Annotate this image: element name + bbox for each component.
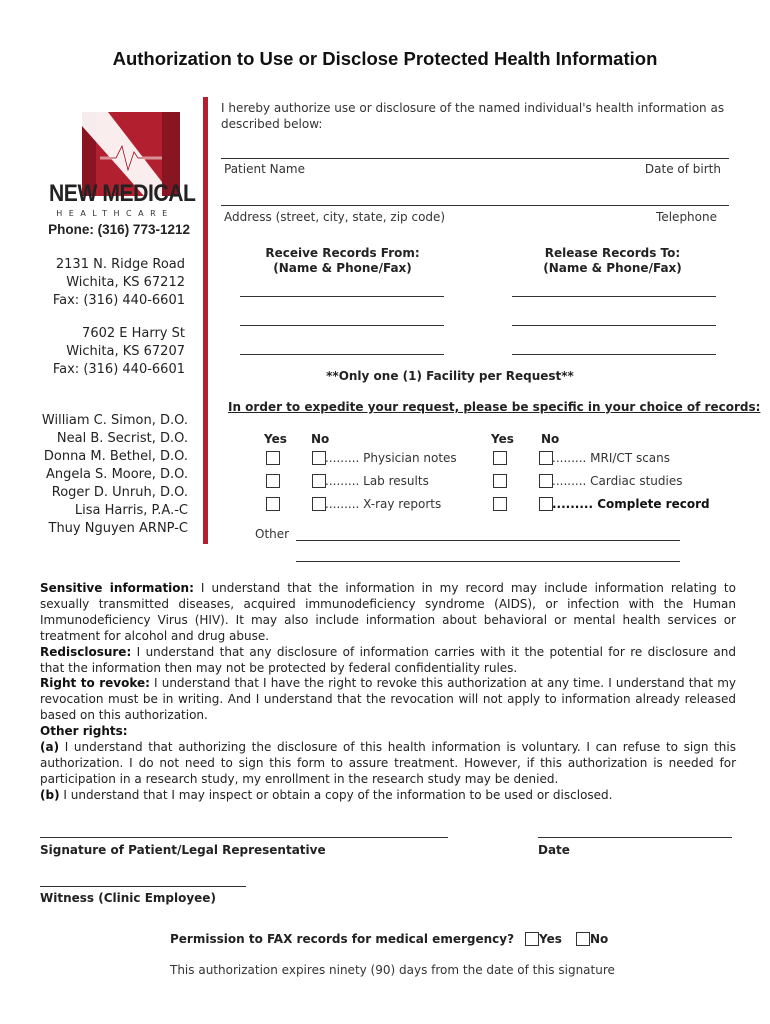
right-b-heading: (b) — [40, 787, 60, 802]
release-to-field[interactable] — [512, 325, 716, 326]
yes-header-right: Yes — [491, 432, 514, 446]
divider-bar — [203, 97, 208, 544]
redisclosure-text: I understand that any disclosure of information carries with it the potential for re disclosure and that the information then may not be protected by federal confidentiality rules. — [40, 644, 736, 675]
other-field-2[interactable] — [296, 561, 680, 562]
redisclosure-heading: Redisclosure: — [40, 644, 132, 659]
right-a-heading: (a) — [40, 740, 60, 755]
telephone-label: Telephone — [656, 210, 717, 224]
one-facility-note: **Only one (1) Facility per Request** — [326, 369, 574, 383]
staff-member: Donna M. Bethel, D.O. — [43, 449, 188, 464]
address-line: Fax: (316) 440-6601 — [52, 362, 185, 377]
sensitive-paragraph — [40, 581, 736, 645]
staff-member: Roger D. Unruh, D.O. — [51, 485, 188, 500]
patient-name-field[interactable] — [221, 158, 729, 159]
complete-record-no-checkbox[interactable] — [539, 497, 553, 511]
fax-permission-question: Permission to FAX records for medical emergency? — [170, 932, 515, 946]
release-to-title: Release Records To: — [544, 246, 681, 260]
right-b-text: I understand that I may inspect or obtain a copy of the information to be used or disclosed. — [59, 787, 613, 802]
yes-header-left: Yes — [264, 432, 287, 446]
signature-label: Signature of Patient/Legal Representative — [40, 843, 326, 857]
clinic-address-2 — [40, 325, 185, 379]
receive-from-field[interactable] — [240, 296, 444, 297]
clinic-logo-text — [40, 180, 196, 218]
address-line: Wichita, KS 67212 — [66, 275, 185, 290]
form-title: Authorization to Use or Disclose Protected Health Information — [112, 48, 658, 69]
expiry-note: This authorization expires ninety (90) days from the date of this signature — [170, 963, 615, 977]
sensitive-text: I understand that the information in my record may include information relating to sexually transmitted diseases, acquired immunodeficiency syndrome (AIDS), or infection with the Human Immunodeficiency Virus (HIV). It may also include information about behavioral or mental health services or treatment for alcohol and drug abuse. — [40, 581, 736, 643]
fax-no-label: No — [590, 932, 609, 946]
witness-label: Witness (Clinic Employee) — [40, 891, 216, 905]
staff-member: Angela S. Moore, D.O. — [45, 467, 188, 482]
cardiac-studies-yes-checkbox[interactable] — [493, 474, 507, 488]
release-to-subtitle: (Name & Phone/Fax) — [543, 261, 682, 275]
revoke-paragraph — [40, 676, 736, 724]
staff-member: Neal B. Secrist, D.O. — [56, 431, 188, 446]
other-rights-heading: Other rights: — [40, 724, 128, 739]
xray-reports-label: ......... X-ray reports — [325, 497, 442, 511]
address-line: Wichita, KS 67207 — [66, 344, 185, 359]
physician-notes-label: ......... Physician notes — [325, 451, 457, 465]
fax-yes-label: Yes — [539, 932, 562, 946]
fax-yes-checkbox[interactable] — [525, 932, 539, 946]
clinic-name: NEW MEDICAL — [49, 180, 196, 207]
cardiac-studies-label: ......... Cardiac studies — [552, 474, 683, 488]
address-line: Fax: (316) 440-6601 — [52, 293, 185, 308]
release-to-field[interactable] — [512, 354, 716, 355]
mri-ct-yes-checkbox[interactable] — [493, 451, 507, 465]
xray-reports-yes-checkbox[interactable] — [266, 497, 280, 511]
dob-label: Date of birth — [644, 162, 721, 176]
address-field[interactable] — [221, 205, 729, 206]
mri-ct-no-checkbox[interactable] — [539, 451, 553, 465]
staff-member: Thuy Nguyen ARNP-C — [48, 521, 188, 536]
address-line: 2131 N. Ridge Road — [55, 257, 185, 272]
cardiac-studies-no-checkbox[interactable] — [539, 474, 553, 488]
sensitive-heading: Sensitive information: — [40, 581, 194, 595]
intro-text: I hereby authorize use or disclosure of the named individual's health information as described below: — [221, 101, 725, 131]
date-label: Date — [538, 843, 570, 857]
revoke-text: I understand that I have the right to revoke this authorization at any time. I understand that my revocation must be in writing. And I understand that the revocation will not apply to information already released based on this authorization. — [40, 676, 737, 723]
clinic-subname: HEALTHCARE — [56, 209, 174, 218]
right-a-text: I understand that authorizing the disclosure of this health information is voluntary. I can refuse to sign this authorization. I do not need to sign this form to assure treatment. However, if this authorization is needed for participation in a research study, my enrollment in the research study may be denied. — [40, 740, 736, 786]
complete-record-label: ......... Complete record — [552, 497, 710, 511]
lab-results-yes-checkbox[interactable] — [266, 474, 280, 488]
receive-from-title: Receive Records From: — [265, 246, 420, 260]
other-rights-paragraph — [40, 724, 736, 740]
redisclosure-paragraph — [40, 645, 736, 677]
xray-reports-no-checkbox[interactable] — [312, 497, 326, 511]
complete-record-yes-checkbox[interactable] — [493, 497, 507, 511]
no-header-right: No — [541, 432, 560, 446]
physician-notes-no-checkbox[interactable] — [312, 451, 326, 465]
date-field[interactable] — [538, 837, 732, 838]
other-field[interactable] — [296, 540, 680, 541]
staff-member: William C. Simon, D.O. — [41, 413, 188, 428]
right-b-paragraph — [40, 788, 736, 804]
address-line: 7602 E Harry St — [82, 326, 185, 341]
clinic-address-1 — [40, 256, 185, 310]
receive-from-field[interactable] — [240, 325, 444, 326]
revoke-heading: Right to revoke: — [40, 676, 150, 691]
release-to-field[interactable] — [512, 296, 716, 297]
receive-from-subtitle: (Name & Phone/Fax) — [273, 261, 412, 275]
address-label: Address (street, city, state, zip code) — [224, 210, 446, 224]
lab-results-label: ......... Lab results — [325, 474, 429, 488]
signature-field[interactable] — [40, 837, 448, 838]
other-label: Other — [255, 527, 290, 541]
expedite-note: In order to expedite your request, please be specific in your choice of records: — [228, 400, 761, 414]
right-a-paragraph — [40, 740, 736, 788]
fax-no-checkbox[interactable] — [576, 932, 590, 946]
clinic-staff-list — [28, 412, 188, 538]
release-to-heading — [500, 246, 725, 276]
receive-from-heading — [230, 246, 455, 276]
no-header-left: No — [311, 432, 330, 446]
physician-notes-yes-checkbox[interactable] — [266, 451, 280, 465]
legal-text — [40, 581, 736, 804]
lab-results-no-checkbox[interactable] — [312, 474, 326, 488]
clinic-phone: Phone: (316) 773-1212 — [48, 222, 190, 237]
receive-from-field[interactable] — [240, 354, 444, 355]
patient-name-label: Patient Name — [224, 162, 305, 176]
mri-ct-label: ......... MRI/CT scans — [552, 451, 671, 465]
witness-field[interactable] — [40, 886, 246, 887]
staff-member: Lisa Harris, P.A.-C — [74, 503, 188, 518]
